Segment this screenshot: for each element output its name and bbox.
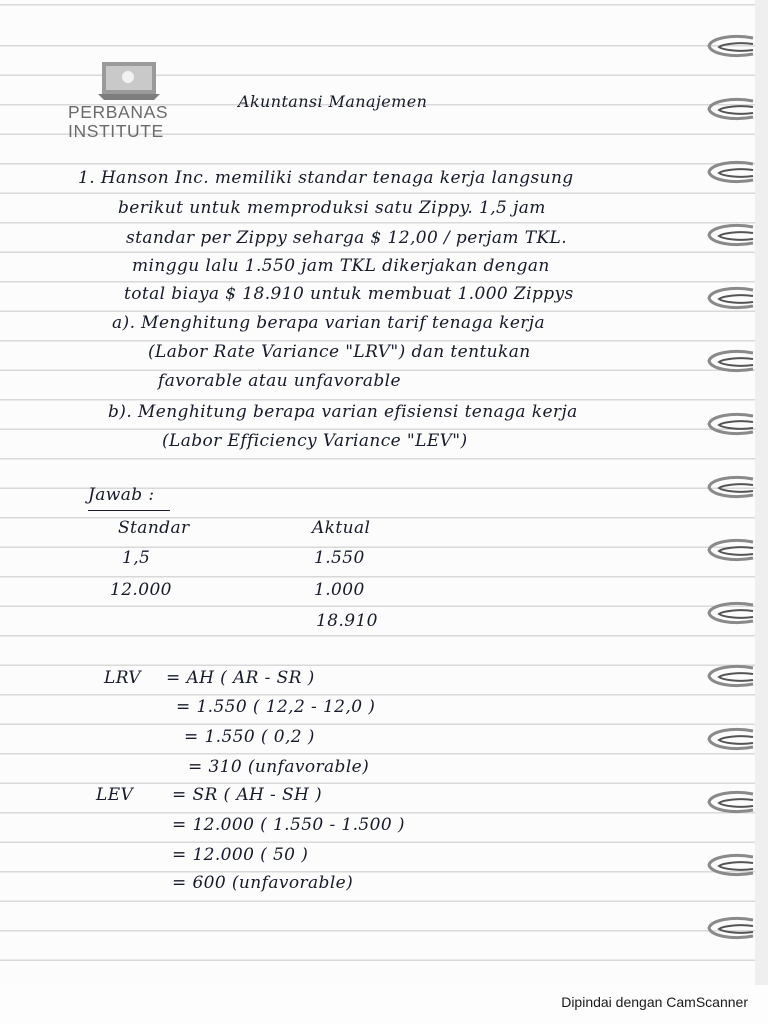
question-a-line-2: (Labor Rate Variance "LRV") dan tentukan (148, 342, 531, 362)
lev-step-1: = 12.000 ( 1.550 - 1.500 ) (172, 815, 405, 835)
question-b-line-2: (Labor Efficiency Variance "LEV") (162, 431, 468, 451)
lev-label: LEV (96, 785, 134, 805)
question-b-line-1: b). Menghitung berapa varian efisiensi tenaga kerja (108, 402, 578, 422)
spiral-ring-icon (703, 725, 755, 755)
spiral-ring-icon (703, 473, 755, 503)
problem-line-3: standar per Zippy seharga $ 12,00 / perjam TKL. (126, 228, 568, 248)
spiral-ring-icon (703, 662, 755, 692)
question-a-line-1: a). Menghitung berapa varian tarif tenaga kerja (112, 313, 546, 333)
logo-line-2: INSTITUTE (68, 121, 164, 141)
answer-label: Jawab : (88, 485, 155, 505)
spiral-ring-icon (703, 221, 755, 251)
problem-line-1: 1. Hanson Inc. memiliki standar tenaga kerja langsung (78, 168, 574, 188)
logo-text (68, 103, 193, 141)
spiral-ring-icon (703, 599, 755, 629)
spiral-ring-icon (703, 914, 755, 944)
table-header-actual: Aktual (312, 518, 371, 538)
lrv-label: LRV (104, 668, 141, 688)
actual-cost: 18.910 (316, 611, 378, 631)
answer-underline (88, 510, 170, 511)
problem-line-2: berikut untuk memproduksi satu Zippy. 1,5 jam (118, 198, 546, 218)
page-edge (755, 0, 768, 985)
lrv-step-1: = 1.550 ( 12,2 - 12,0 ) (176, 697, 376, 717)
standard-rate: 12.000 (110, 580, 172, 600)
spiral-ring-icon (703, 32, 755, 62)
scanner-watermark: Dipindai dengan CamScanner (561, 994, 748, 1010)
spiral-ring-icon (703, 410, 755, 440)
spiral-ring-icon (703, 788, 755, 818)
lev-formula: = SR ( AH - SH ) (172, 785, 323, 805)
lrv-result: = 310 (unfavorable) (188, 757, 370, 777)
problem-line-4: minggu lalu 1.550 jam TKL dikerjakan dengan (132, 256, 550, 276)
logo-line-1: PERBANAS (68, 102, 169, 122)
lev-step-2: = 12.000 ( 50 ) (172, 845, 309, 865)
lev-result: = 600 (unfavorable) (172, 873, 354, 893)
spiral-ring-icon (703, 284, 755, 314)
spiral-ring-icon (703, 347, 755, 377)
spiral-ring-icon (703, 95, 755, 125)
actual-hours: 1.550 (314, 548, 365, 568)
course-title: Akuntansi Manajemen (238, 92, 428, 111)
spiral-ring-icon (703, 536, 755, 566)
standard-hours: 1,5 (122, 548, 151, 568)
question-a-line-3: favorable atau unfavorable (158, 371, 401, 391)
actual-units: 1.000 (314, 580, 365, 600)
table-header-standard: Standar (118, 518, 190, 538)
spiral-ring-icon (703, 851, 755, 881)
spiral-ring-icon (703, 158, 755, 188)
lrv-formula: = AH ( AR - SR ) (166, 668, 315, 688)
lrv-step-2: = 1.550 ( 0,2 ) (184, 727, 315, 747)
problem-line-5: total biaya $ 18.910 untuk membuat 1.000 Zippys (124, 284, 574, 304)
